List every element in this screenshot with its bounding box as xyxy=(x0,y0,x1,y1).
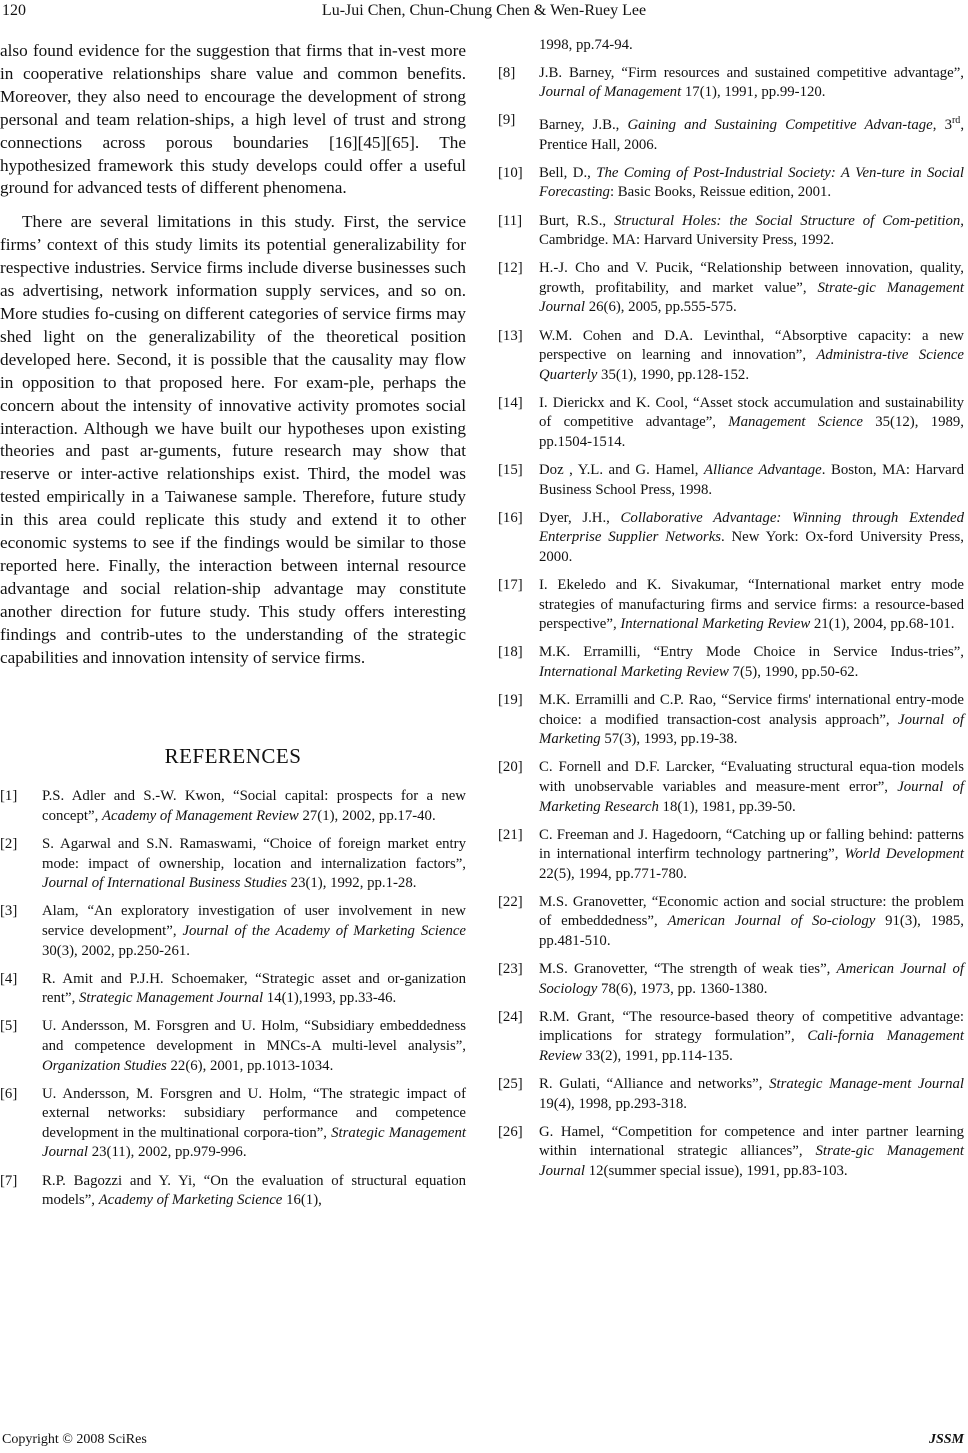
reference-text xyxy=(539,111,964,155)
reference-text xyxy=(539,893,964,952)
reference-source: Journal of Marketing Research xyxy=(539,778,964,815)
reference-source: Journal of the Academy of Marketing Science xyxy=(182,923,466,940)
reference-number: [17] xyxy=(498,577,523,594)
reference-text xyxy=(42,787,466,826)
reference-number: [15] xyxy=(498,462,523,479)
reference-source: Journal of Management xyxy=(539,84,682,101)
journal-abbreviation: JSSM xyxy=(928,1432,964,1447)
reference-text xyxy=(539,509,964,568)
reference-item xyxy=(498,394,964,453)
reference-item xyxy=(498,576,964,635)
reference-number: [4] xyxy=(0,970,18,987)
reference-text xyxy=(539,394,964,453)
reference-details: 16(1), xyxy=(282,1192,322,1209)
reference-item xyxy=(498,893,964,952)
body-paragraph: also found evidence for the suggestion that firms that in-vest more in cooperative relationships share value and common benefits. Moreover, they also need to encourage the development of strong personal and team relation-ships, a high level of trust and strong connections across porous boundaries [16][45][65]. The hypothesized framework this study develops could offer a useful ground for advanced tests of different phenomena. xyxy=(0,41,466,198)
reference-text xyxy=(539,758,964,817)
body-paragraph: There are several limitations in this study. First, the service firms’ context of this study limits its potential generalizability for respective industries. Service firms include diverse businesses such as advertising, network information supply services, and so on. More studies fo-cusing on different categories of service firms may shed light on the generalizability of the theoretical position developed here. Second, it is possible that the causality may flow in opposition to that proposed here. For exam-ple, perhaps the concern about the intensity of innovative activity promotes social interaction. Although we have built our hypotheses upon existing theories and past ar-guments, future research may show that reserve or inter-active relationships exist. Third, the model was tested empirically in a Taiwanese sample. Therefore, future study in this area could replicate this study and extend it to other economic systems to see if the findings would be similar to those reported here. Finally, the interaction between internal resource advantage and social relation-ship advantage may constitute another direction for future study. This study offers interesting findings and contrib-utes to the understanding of the strategic capabilities and innovation intensity of service firms. xyxy=(0,212,466,667)
reference-item xyxy=(498,164,964,203)
reference-authors-title: Bell, D., xyxy=(539,164,597,181)
reference-number: [22] xyxy=(498,893,523,910)
reference-authors-title: R.P. Bagozzi and Y. Yi, “On the evaluation of structural equation models”, xyxy=(42,1172,466,1209)
reference-text xyxy=(42,902,466,961)
reference-text xyxy=(539,643,964,682)
reference-authors-title: M.S. Granovetter, “The strength of weak ties”, xyxy=(539,961,837,978)
reference-details: , Cambridge. MA: Harvard University Press, 1992. xyxy=(539,212,964,249)
reference-text xyxy=(42,970,466,1009)
reference-item xyxy=(498,1123,964,1182)
reference-details: 27(1), 2002, pp.17-40. xyxy=(298,808,436,825)
reference-number: [5] xyxy=(0,1018,18,1035)
reference-number: [6] xyxy=(0,1085,18,1102)
reference-number: [25] xyxy=(498,1076,523,1093)
reference-authors-title: Alam, “An exploratory investigation of user involvement in new service development”, xyxy=(42,903,466,940)
reference-authors-title: Dyer, J.H., xyxy=(539,509,621,526)
reference-authors-title: M.S. Granovetter, “Economic action and social structure: the problem of embeddedness”, xyxy=(539,893,964,930)
reference-details: 18(1), 1981, pp.39-50. xyxy=(658,798,796,815)
reference-source: Strategic Management Journal xyxy=(78,990,264,1007)
reference-details: , 3rd, Prentice Hall, 2006. xyxy=(539,115,965,153)
reference-item xyxy=(498,691,964,750)
reference-number: [3] xyxy=(0,903,18,920)
reference-details: . Boston, MA: Harvard Business School Press, 1998. xyxy=(539,462,965,498)
reference-source: International Marketing Review xyxy=(620,616,811,633)
reference-number: [13] xyxy=(498,327,523,344)
reference-text xyxy=(42,1085,466,1163)
reference-number: [8] xyxy=(498,64,516,81)
reference-details: 26(6), 2005, pp.555-575. xyxy=(585,299,737,316)
reference-number: [7] xyxy=(0,1172,18,1189)
reference-authors-title: J.B. Barney, “Firm resources and sustained competitive advantage”, xyxy=(539,64,964,81)
reference-number: [14] xyxy=(498,394,523,411)
reference-authors-title: P.S. Adler and S.-W. Kwon, “Social capital: prospects for a new concept”, xyxy=(42,788,466,825)
page-header xyxy=(0,0,968,28)
reference-item xyxy=(0,970,466,1009)
reference-text xyxy=(539,960,964,999)
reference-source: International Marketing Review xyxy=(539,663,729,680)
reference-item xyxy=(498,758,964,817)
reference-text xyxy=(539,164,964,203)
reference-item xyxy=(0,787,466,826)
reference-details: 78(6), 1973, pp. 1360-1380. xyxy=(597,980,768,997)
reference-number: [18] xyxy=(498,644,523,661)
reference-item xyxy=(498,212,964,251)
reference-item xyxy=(498,64,964,103)
reference-item xyxy=(498,826,964,885)
reference-item xyxy=(498,461,964,500)
reference-authors-title: U. Andersson, M. Forsgren and U. Holm, “Subsidiary embeddedness and competence development in MNCs-A multi-level analysis”, xyxy=(42,1018,466,1054)
reference-details: 35(1), 1990, pp.128-152. xyxy=(597,366,750,383)
reference-text xyxy=(539,327,964,386)
reference-source: Alliance Advantage xyxy=(703,462,822,479)
reference-source: Organization Studies xyxy=(42,1057,167,1074)
reference-number: [16] xyxy=(498,509,523,526)
reference-source: Administra-tive Science Quarterly xyxy=(539,347,964,383)
reference-details: 33(2), 1991, pp.114-135. xyxy=(581,1048,733,1065)
reference-item xyxy=(498,1075,964,1114)
reference-details: 22(6), 2001, pp.1013-1034. xyxy=(166,1057,334,1074)
reference-source: American Journal of Sociology xyxy=(539,961,964,997)
reference-authors-title: Barney, J.B., xyxy=(539,117,628,134)
reference-item xyxy=(498,327,964,386)
page-number: 120 xyxy=(2,2,26,19)
reference-item xyxy=(498,509,964,568)
reference-text xyxy=(539,1075,964,1114)
right-column xyxy=(498,37,965,1190)
reference-source: Academy of Marketing Science xyxy=(98,1192,283,1209)
reference-text xyxy=(42,1017,466,1076)
reference-details: 14(1),1993, pp.33-46. xyxy=(263,990,397,1007)
reference-item xyxy=(498,1008,964,1067)
reference-source: Academy of Management Review xyxy=(101,808,299,825)
reference-source: Cali-fornia Management Review xyxy=(539,1028,965,1065)
reference-source: Journal of Marketing xyxy=(539,711,965,748)
reference-item xyxy=(498,111,964,155)
reference-source: World Development xyxy=(844,846,964,863)
left-column xyxy=(0,40,466,1219)
reference-authors-title: I. Dierickx and K. Cool, “Asset stock accumulation and sustainability of competitive advantage”, xyxy=(539,394,964,431)
reference-text xyxy=(539,64,964,103)
reference-details: 91(3), 1985, pp.481-510. xyxy=(539,913,964,950)
reference-text xyxy=(539,461,964,500)
reference-item xyxy=(0,902,466,961)
reference-authors-title: W.M. Cohen and D.A. Levinthal, “Absorptive capacity: a new perspective on learning and innovation”, xyxy=(539,327,964,364)
reference-number: [24] xyxy=(498,1008,523,1025)
reference-text xyxy=(42,1172,466,1211)
reference-text xyxy=(539,691,964,750)
reference-text xyxy=(539,259,964,318)
reference-authors-title: M.K. Erramilli, “Entry Mode Choice in Service Indus-tries”, xyxy=(539,644,964,661)
reference-number: [26] xyxy=(498,1123,523,1140)
reference-source: Strate-gic Management Journal xyxy=(539,1143,964,1180)
reference-item xyxy=(0,1085,466,1163)
reference-details: 35(12), 1989, pp.1504-1514. xyxy=(539,414,964,451)
reference-details: 17(1), 1991, pp.99-120. xyxy=(681,84,826,101)
reference-source: Journal of International Business Studies xyxy=(42,875,287,892)
reference-number: [20] xyxy=(498,759,523,776)
reference-item xyxy=(0,1017,466,1076)
reference-authors-title: Doz , Y.L. and G. Hamel, xyxy=(539,462,704,479)
reference-authors-title: C. Freeman and J. Hagedoorn, “Catching up or falling behind: patterns in international interfirm technology partnering”, xyxy=(539,826,964,863)
reference-number: [9] xyxy=(498,112,516,129)
reference-number: [23] xyxy=(498,961,523,978)
reference-item xyxy=(0,1172,466,1211)
reference-authors-title: H.-J. Cho and V. Pucik, “Relationship between innovation, quality, growth, profitability, and market value”, xyxy=(539,260,964,296)
reference-number: [10] xyxy=(498,164,523,181)
reference-source: Collaborative Advantage: Winning through Extended Enterprise Supplier Networks xyxy=(539,509,964,546)
reference-number: [21] xyxy=(498,826,523,843)
reference-source: Structural Holes: the Social Structure of Com-petition xyxy=(614,212,961,229)
reference-source: Strate-gic Management Journal xyxy=(539,279,964,316)
reference-number: [1] xyxy=(0,788,18,805)
reference-details: 19(4), 1998, pp.293-318. xyxy=(539,1095,687,1112)
reference-source: Management Science xyxy=(728,414,863,431)
reference-item xyxy=(498,960,964,999)
reference-source: The Coming of Post-Industrial Society: A Ven-ture in Social Forecasting xyxy=(539,164,964,201)
reference-details: . New York: Ox-ford University Press, 2000. xyxy=(539,529,964,565)
reference-details: : Basic Books, Reissue edition, 2001. xyxy=(609,184,832,201)
reference-continuation: 1998, pp.74-94. xyxy=(539,37,633,53)
reference-text xyxy=(539,826,964,885)
reference-text xyxy=(539,1123,964,1182)
reference-text xyxy=(42,835,466,894)
reference-authors-title: C. Fornell and D.F. Larcker, “Evaluating structural equa-tion models with unobservable variables and measure-ment error”, xyxy=(539,759,964,795)
reference-authors-title: R.M. Grant, “The resource-based theory of competitive advantage: implications for strategy formulation”, xyxy=(539,1008,964,1045)
reference-source: Strategic Management Journal xyxy=(42,1124,466,1161)
reference-authors-title: G. Hamel, “Competition for competence and inter partner learning within international strategic alliances”, xyxy=(539,1123,964,1160)
reference-details: 23(1), 1992, pp.1-28. xyxy=(286,875,417,892)
reference-details: 21(1), 2004, pp.68-101. xyxy=(810,616,955,633)
reference-details: 7(5), 1990, pp.50-62. xyxy=(728,663,859,680)
reference-number: [11] xyxy=(498,212,523,229)
reference-authors-title: S. Agarwal and S.N. Ramaswami, “Choice of foreign market entry mode: impact of ownership, location and internalization factors”, xyxy=(42,836,466,872)
copyright: Copyright © 2008 SciRes xyxy=(2,1432,147,1447)
reference-source: American Journal of So-ciology xyxy=(667,913,876,930)
reference-authors-title: Burt, R.S., xyxy=(539,212,615,229)
reference-authors-title: R. Gulati, “Alliance and networks”, xyxy=(539,1076,770,1093)
reference-details: 23(11), 2002, pp.979-996. xyxy=(88,1144,247,1161)
page-footer xyxy=(0,1432,968,1452)
reference-details: 22(5), 1994, pp.771-780. xyxy=(539,865,687,882)
reference-item xyxy=(498,259,964,318)
reference-authors-title: I. Ekeledo and K. Sivakumar, “International market entry mode strategies of manufacturing firms and service firms: a resource-based perspective”, xyxy=(539,577,964,633)
reference-authors-title: U. Andersson, M. Forsgren and U. Holm, “The strategic impact of external networks: subsidiary performance and competence development in the multinational corpora-tion”, xyxy=(42,1085,466,1141)
reference-item xyxy=(498,643,964,682)
reference-list-left xyxy=(0,787,466,1210)
reference-details: 12(summer special issue), 1991, pp.83-103. xyxy=(585,1163,848,1180)
reference-text xyxy=(539,1008,964,1067)
reference-text xyxy=(539,212,964,251)
reference-source: Gaining and Sustaining Competitive Advan-tage xyxy=(627,117,933,134)
reference-number: [2] xyxy=(0,836,18,853)
reference-source: Strategic Manage-ment Journal xyxy=(769,1076,964,1093)
reference-list-right xyxy=(498,64,964,1182)
running-title: Lu-Jui Chen, Chun-Chung Chen & Wen-Ruey Lee xyxy=(321,2,647,19)
reference-number: [12] xyxy=(498,260,523,277)
references-heading: REFERENCES xyxy=(164,744,302,769)
reference-authors-title: R. Amit and P.J.H. Schoemaker, “Strategic asset and or-ganization rent”, xyxy=(42,970,466,1007)
reference-authors-title: M.K. Erramilli and C.P. Rao, “Service firms' international entry-mode choice: a modified transaction-cost analysis approach”, xyxy=(539,692,964,728)
reference-item xyxy=(0,835,466,894)
reference-number: [19] xyxy=(498,692,523,709)
reference-details: 30(3), 2002, pp.250-261. xyxy=(42,942,190,959)
reference-text xyxy=(539,576,964,635)
reference-details: 57(3), 1993, pp.19-38. xyxy=(600,731,738,748)
